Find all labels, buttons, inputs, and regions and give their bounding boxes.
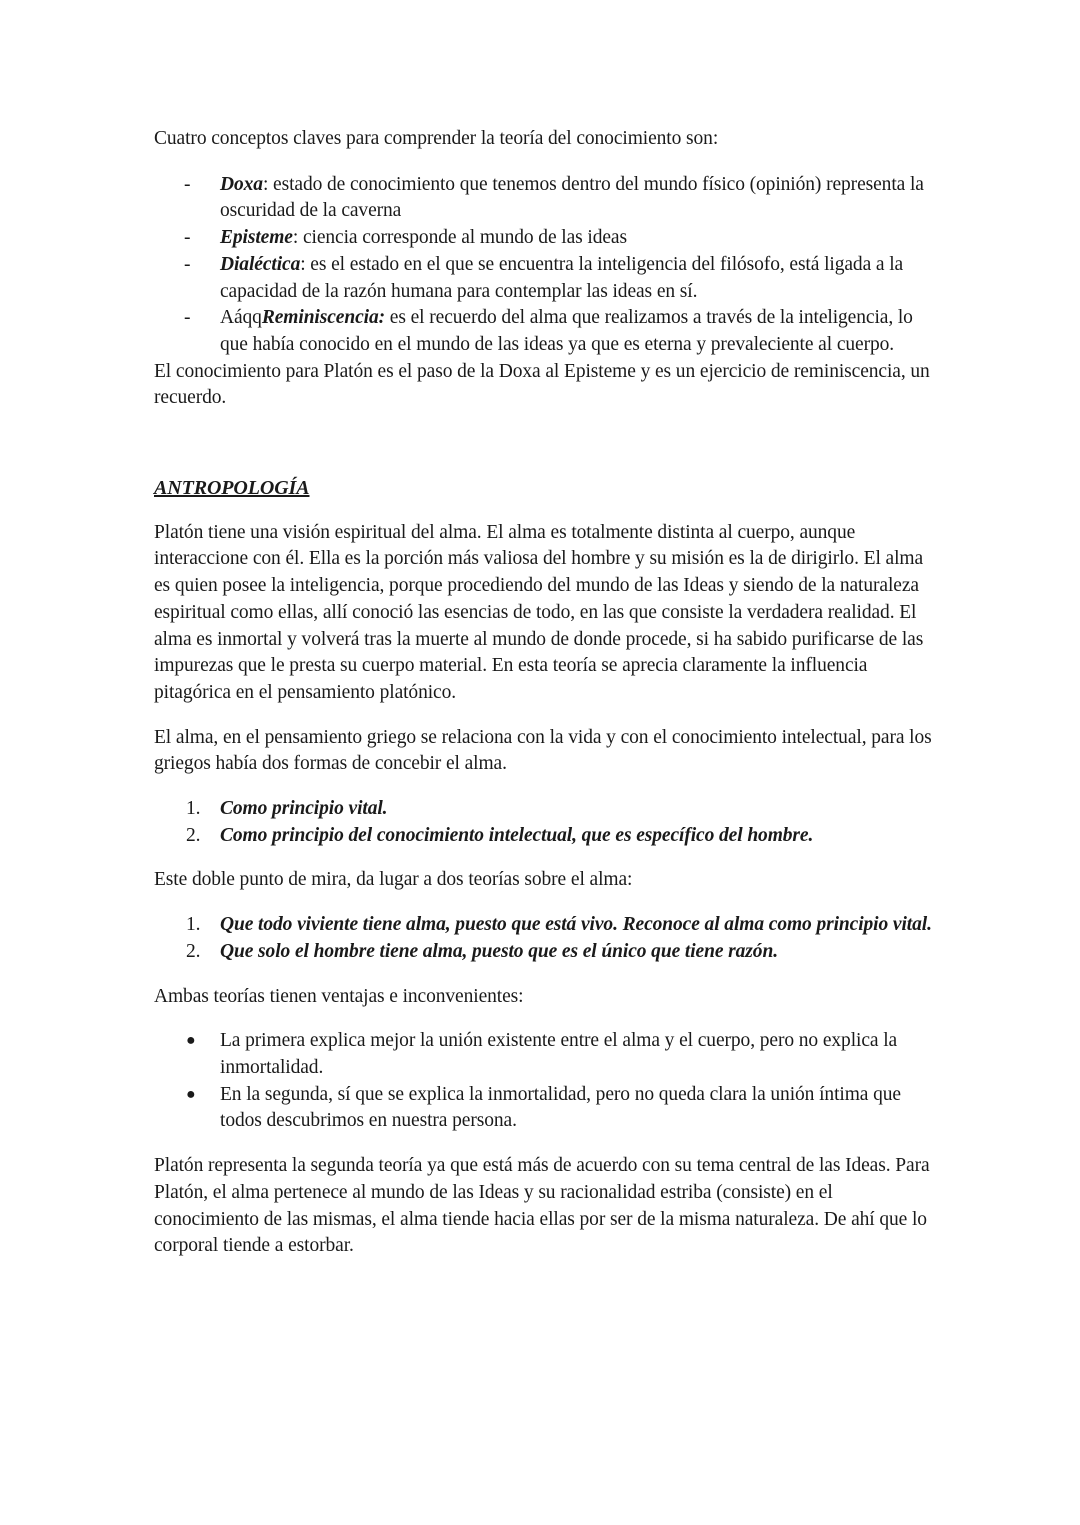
dash-marker: -: [184, 227, 191, 249]
soul-theory-text: Que todo viviente tiene alma, puesto que está vivo. Reconoce al alma como principio vital.: [220, 914, 932, 936]
anthropology-paragraph-2: El alma, en el pensamiento griego se relaciona con la vida y con el conocimiento intelectual, para los griegos había dos formas de concebir el alma.: [154, 726, 932, 775]
concept-text: : estado de conocimiento que tenemos dentro del mundo físico (opinión) representa la oscuridad de la caverna: [220, 173, 924, 222]
anthropology-paragraph-5: Platón representa la segunda teoría ya que está más de acuerdo con su tema central de las Ideas. Para Platón, el alma pertenece al mundo de las Ideas y su racionalidad estriba (consiste) en el conocimiento de las mismas, el alma tiende hacia ellas por ser de la misma naturaleza. De ahí que lo corporal tiende a estorbar.: [154, 1155, 930, 1257]
concept-term: Doxa: [220, 173, 263, 195]
concept-text: : es el estado en el que se encuentra la inteligencia del filósofo, está ligada a la capacidad de la razón humana para contemplar las ideas en sí.: [220, 253, 904, 302]
bullet-icon: ●: [186, 1085, 196, 1103]
concept-term: Episteme: [220, 227, 293, 249]
bullet-icon: ●: [186, 1032, 196, 1050]
dash-marker: -: [184, 173, 191, 195]
number-marker: 1.: [186, 914, 201, 936]
section-heading: ANTROPOLOGÍA: [154, 477, 310, 500]
concept-text: : ciencia corresponde al mundo de las ideas: [292, 227, 627, 249]
concept-item-dialectica: [154, 252, 934, 305]
dash-marker: -: [184, 253, 191, 275]
conclusion-paragraph: El conocimiento para Platón es el paso de la Doxa al Episteme y es un ejercicio de reminiscencia, un recuerdo.: [154, 360, 930, 409]
dash-marker: -: [184, 307, 191, 329]
anthropology-paragraph-1: Platón tiene una visión espiritual del alma. El alma es totalmente distinta al cuerpo, aunque interaccione con él. Ella es la porción más valiosa del hombre y su misión es la de dirigirlo. El alma es quien posee la inteligencia, porque procediendo del mundo de las Ideas y siendo de la naturaleza espiritual como ellas, allí conoció las esencias de todo, en las que consiste la verdadera realidad. El alma es inmortal y volverá tras la muerte al mundo de donde procede, si ha sabido purificarse de las impurezas que le presta su cuerpo material. En esta teoría se aprecia claramente la influencia pitagórica en el pensamiento platónico.: [154, 521, 924, 703]
anthropology-paragraph-4: Ambas teorías tienen ventajas e inconvenientes:: [154, 985, 524, 1007]
intro-paragraph: Cuatro conceptos claves para comprender la teoría del conocimiento son:: [154, 128, 719, 149]
soul-theories-list: [154, 912, 934, 965]
soul-form-item: [154, 796, 934, 823]
soul-forms-list: [154, 796, 934, 849]
soul-theory-item: [154, 939, 934, 966]
soul-theory-text: Que solo el hombre tiene alma, puesto que es el único que tiene razón.: [220, 940, 778, 962]
pros-cons-list: [154, 1028, 934, 1135]
concept-item-doxa: [154, 172, 934, 225]
number-marker: 2.: [186, 824, 201, 846]
document-page: [154, 126, 934, 1260]
pros-cons-text: En la segunda, sí que se explica la inmortalidad, pero no queda clara la unión íntima que todos descubrimos en nuestra persona.: [220, 1083, 901, 1132]
number-marker: 2.: [186, 940, 201, 962]
anthropology-paragraph-3: Este doble punto de mira, da lugar a dos teorías sobre el alma:: [154, 869, 633, 891]
soul-form-text: Como principio del conocimiento intelectual, que es específico del hombre.: [220, 824, 814, 846]
soul-form-item: [154, 823, 934, 850]
number-marker: 1.: [186, 798, 201, 820]
concept-text: es el recuerdo del alma que realizamos a través de la inteligencia, lo que había conocido en el mundo de las ideas ya que es eterna y prevaleciente al cuerpo.: [220, 307, 913, 355]
pros-cons-text: La primera explica mejor la unión existente entre el alma y el cuerpo, pero no explica la inmortalidad.: [220, 1030, 898, 1078]
pros-cons-item: [154, 1082, 934, 1135]
concept-term: Reminiscencia:: [261, 307, 386, 329]
concept-item-episteme: [154, 225, 934, 252]
concept-prefix: Aáqq: [220, 307, 262, 329]
concept-item-reminiscencia: [154, 305, 934, 358]
soul-form-text: Como principio vital.: [220, 798, 388, 820]
concept-term: Dialéctica: [220, 253, 301, 275]
concepts-list: [154, 172, 934, 359]
pros-cons-item: [154, 1028, 934, 1081]
soul-theory-item: [154, 912, 934, 939]
